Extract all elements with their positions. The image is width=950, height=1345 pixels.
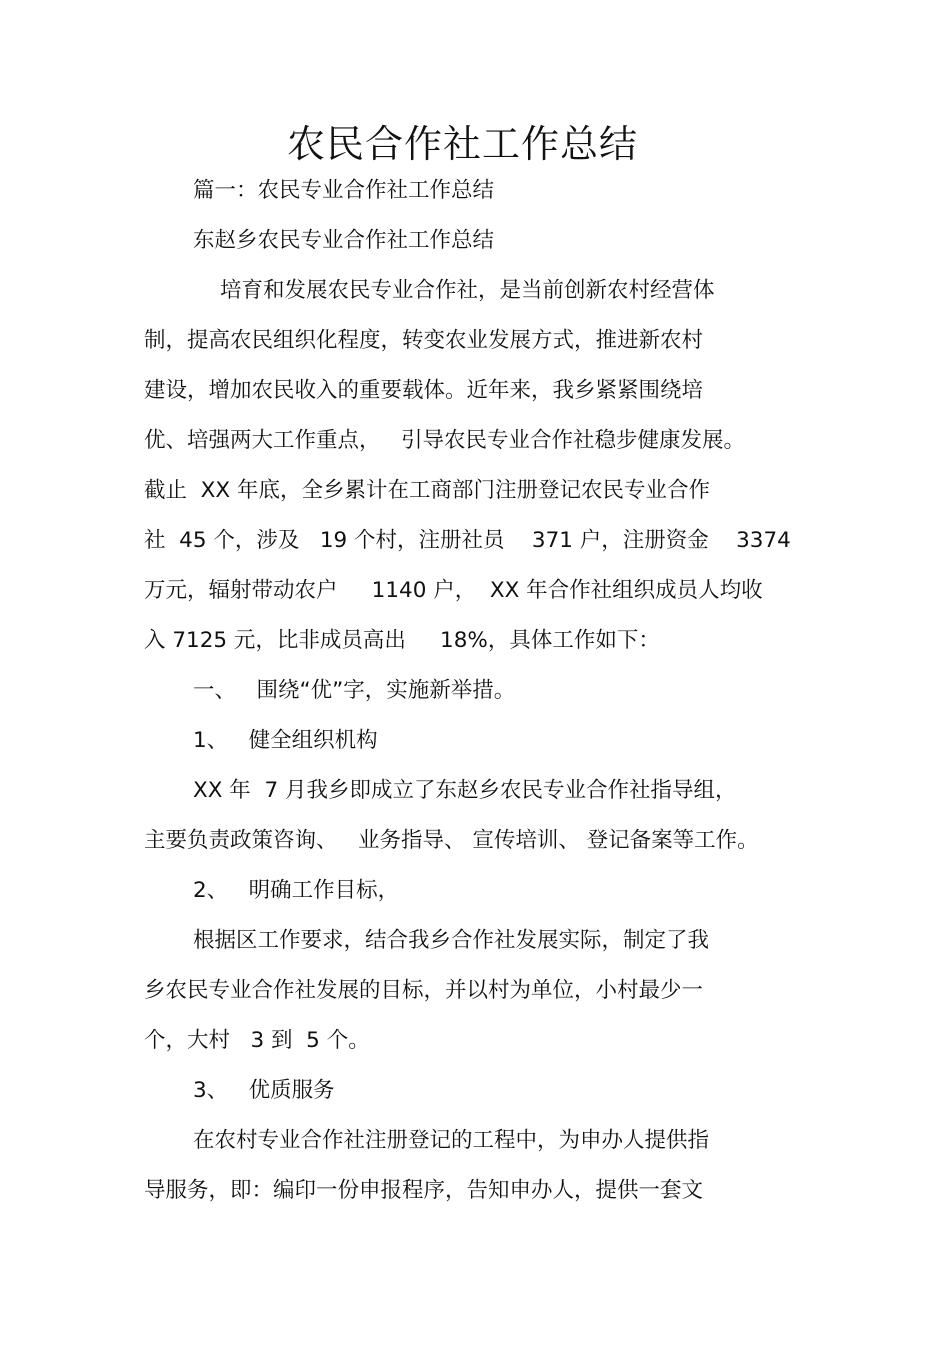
text-line-9: 万元，辐射带动农户 1140 户， XX 年合作社组织成员人均收	[144, 578, 763, 603]
text-line-8: 社 45 个，涉及 19 个村，注册社员 371 户，注册资金 3374	[144, 528, 791, 553]
subheading-1: 1、 健全组织机构	[193, 728, 378, 753]
subheading-3: 3、 优质服务	[193, 1078, 335, 1103]
text-line-21: 导服务，即：编印一份申报程序，告知申办人，提供一套文	[144, 1178, 704, 1203]
text-line-13: XX 年 7 月我乡即成立了东赵乡农民专业合作社指导组，	[193, 778, 737, 803]
text-line-3: 培育和发展农民专业合作社，是当前创新农村经营体	[220, 278, 715, 303]
text-line-20: 在农村专业合作社注册登记的工程中，为申办人提供指	[193, 1128, 710, 1153]
text-line-6: 优、培强两大工作重点， 引导农民专业合作社稳步健康发展。	[144, 428, 746, 453]
subheading-2: 2、 明确工作目标，	[193, 878, 400, 903]
text-line-1: 篇一：农民专业合作社工作总结	[193, 178, 495, 203]
text-line-4: 制，提高农民组织化程度，转变农业发展方式，推进新农村	[144, 328, 704, 353]
section-heading-1: 一、 围绕“优”字，实施新举措。	[193, 678, 516, 703]
text-line-18: 个，大村 3 到 5 个。	[144, 1028, 370, 1053]
document-title: 农民合作社工作总结	[286, 122, 638, 166]
text-line-5: 建设，增加农民收入的重要载体。近年来，我乡紧紧围绕培	[144, 378, 704, 403]
text-line-2: 东赵乡农民专业合作社工作总结	[193, 228, 495, 253]
text-line-10: 入 7125 元，比非成员高出 18%，具体工作如下：	[144, 628, 660, 653]
text-line-14: 主要负责政策咨询、 业务指导、 宣传培训、 登记备案等工作。	[144, 828, 759, 853]
text-line-16: 根据区工作要求，结合我乡合作社发展实际，制定了我	[193, 928, 710, 953]
text-line-7: 截止 XX 年底，全乡累计在工商部门注册登记农民专业合作	[144, 478, 710, 503]
text-line-17: 乡农民专业合作社发展的目标，并以村为单位，小村最少一	[144, 978, 704, 1003]
